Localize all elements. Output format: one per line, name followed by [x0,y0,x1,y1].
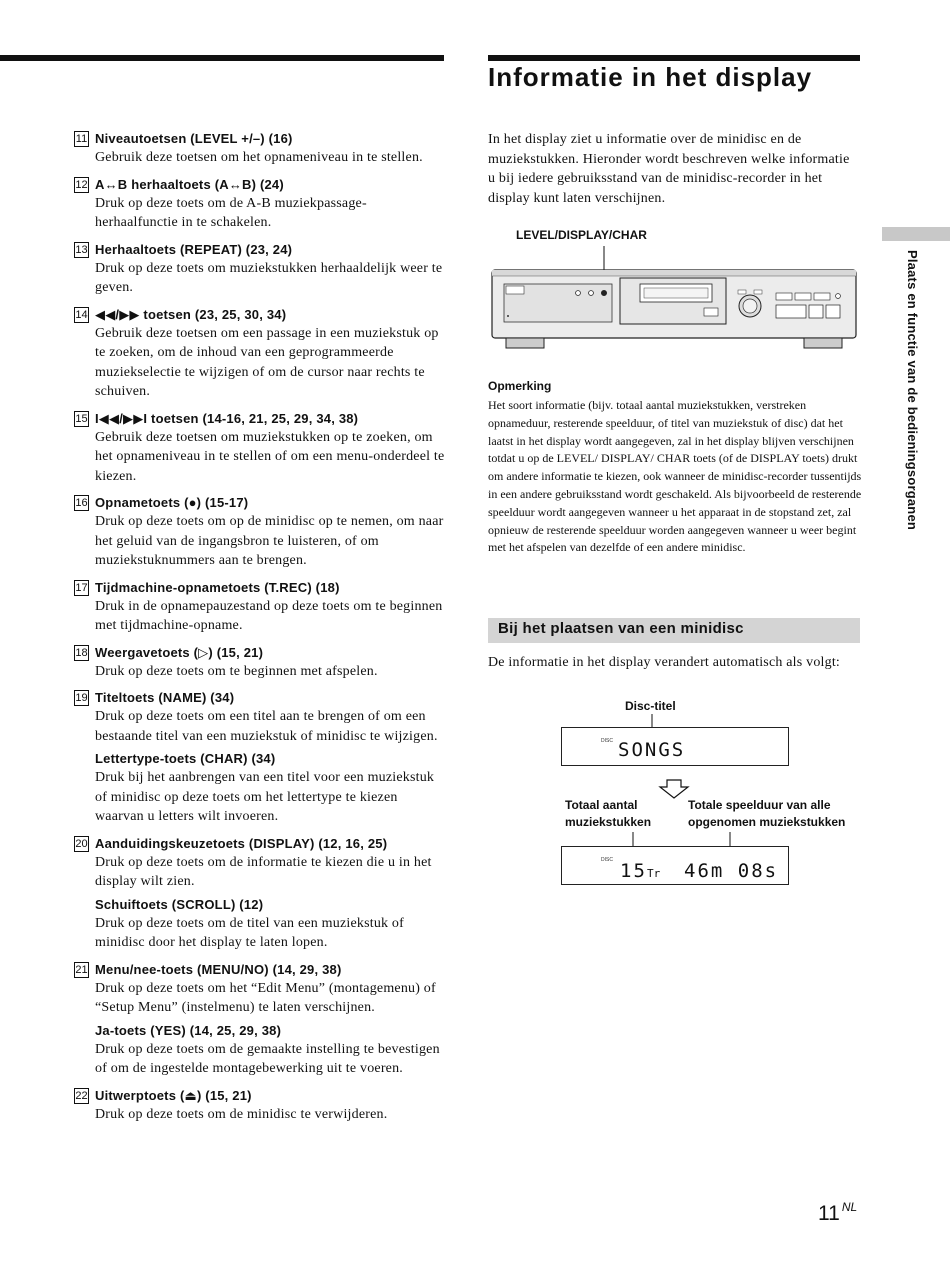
item-title: Opnametoets (●) (15-17) [95,495,249,510]
total-time-caption-line-1: Totale speelduur van alle [688,798,831,812]
item-number: 14 [75,308,88,321]
item-title: Aanduidingskeuzetoets (DISPLAY) (12, 16, 25) [95,835,388,851]
list-item [74,176,446,233]
note-title: Opmerking [488,379,552,393]
button-list [74,130,446,1132]
item-number: 16 [75,497,88,509]
item-description: Druk in de opnamepauzestand op deze toets om te beginnen met tijdmachine-opname. [95,598,443,633]
list-item [74,241,446,298]
item-number: 18 [75,646,88,659]
list-item [74,835,446,953]
lcd-total-time: 46m 08s [684,860,779,882]
item-number: 17 [75,581,88,594]
total-time-caption-line-2: opgenomen muziekstukken [688,815,846,829]
deck-foot-right [804,338,842,348]
item-title: Herhaaltoets (REPEAT) (23, 24) [95,241,293,257]
lcd-track-count: 15 [620,860,647,882]
section-title: Informatie in het display [488,62,813,92]
list-item [74,1087,446,1125]
list-item [74,579,446,636]
list-item [74,689,446,827]
item-title: Menu/nee-toets (MENU/NO) (14, 29, 38) [95,961,342,977]
item-number: 13 [75,243,88,256]
item-description: Druk op deze toets om muziekstukken herhaaldelijk weer te geven. [95,260,443,295]
top-rule-left [0,55,444,61]
item-subtitle: Ja-toets (YES) (14, 25, 29, 38) [95,1022,282,1038]
top-rule-right [488,55,860,61]
item-title: Niveautoetsen (LEVEL +/–) (16) [95,131,293,146]
item-number: 21 [75,963,88,976]
item-description: Druk op deze toets om de minidisc te verwijderen. [95,1106,388,1122]
list-item [74,494,446,571]
item-title: I◀◀/▶▶I toetsen (14-16, 21, 25, 29, 34, 38) [95,410,359,426]
item-title: ◀◀/▶▶ toetsen (23, 25, 30, 34) [95,306,287,322]
item-number: 11 [75,133,88,145]
list-item [74,644,446,682]
intro-paragraph: In het display ziet u informatie over de minidisc en de muziekstukken. Hieronder wordt beschreven welke informatie u bij iedere gebruiksstand van de minidisc-recorder in het display kunt laten verschijnen. [488,132,850,206]
side-tab-label: Plaats en functie van de bedieningsorganen [905,250,920,531]
item-number: 15 [75,412,88,425]
item-description: Gebruik deze toetsen om het opnameniveau in te stellen. [95,150,423,165]
item-sub-description: Druk bij het aanbrengen van een titel voor een muziekstuk of minidisc op deze toets om het lettertype te kiezen waarvan u letters wilt invoeren. [95,770,435,824]
item-title: Tijdmachine-opnametoets (T.REC) (18) [95,579,340,595]
total-tracks-caption-line-1: Totaal aantal [565,798,638,812]
down-arrow-icon [660,780,688,798]
list-item [74,306,446,402]
lcd-track-unit: Tr [647,867,661,880]
lcd-title-text: SONGS [618,739,686,761]
page-number [818,1200,857,1226]
item-description: Druk op deze toets om het “Edit Menu” (montagemenu) of “Setup Menu” (instelmenu) te laten verschijnen. [95,980,436,1015]
device-callout-label: LEVEL/DISPLAY/CHAR [516,228,647,242]
page-language-suffix: NL [841,1200,858,1214]
item-number: 19 [75,692,88,704]
item-description: Druk op deze toets om een titel aan te brengen of om een bestaande titel van een muziekstuk of minidisc te wijzigen. [95,709,438,744]
list-item [74,961,446,1079]
item-description: Druk op deze toets om op de minidisc op te nemen, om naar het geluid van de ingangsbron te luisteren, of om muziekstuknummers aan te brengen. [95,514,444,568]
item-subtitle: Lettertype-toets (CHAR) (34) [95,751,276,766]
list-item [74,410,446,487]
level-display-char-button [601,290,606,295]
item-description: Gebruik deze toetsen om muziekstukken op te zoeken, om het opnameniveau in te stellen of om een menu-onderdeel te kiezen. [95,429,445,484]
minidisc-deck-illustration [488,240,860,355]
subsection-title: Bij het plaatsen van een minidisc [498,620,744,637]
deck-foot-left [506,338,544,348]
item-number: 12 [75,178,88,191]
item-title: Uitwerptoets (⏏) (15, 21) [95,1087,252,1103]
play-button [776,305,806,318]
disc-title-caption: Disc-titel [625,699,676,713]
total-tracks-caption-line-2: muziekstukken [565,815,652,829]
list-item [74,130,446,168]
disc-indicator: DISC [601,738,613,744]
insert-description: De informatie in het display verandert automatisch als volgt: [488,655,840,670]
page-number-value: 11 [818,1202,840,1225]
disc-indicator: DISC [601,857,613,863]
side-tab-marker [882,227,950,241]
item-subtitle: Schuiftoets (SCROLL) (12) [95,896,264,912]
item-number: 22 [75,1089,88,1102]
item-sub-description: Druk op deze toets om de titel van een muziekstuk of minidisc door het display te laten lopen. [95,915,404,950]
item-sub-description: Druk op deze toets om de gemaakte instelling te bevestigen of om de ingestelde montagebewerking uit te voeren. [95,1041,440,1076]
eject-button [704,308,718,316]
item-title: Titeltoets (NAME) (34) [95,690,235,705]
item-title: A↔B herhaaltoets (A↔B) (24) [95,176,284,192]
item-description: Gebruik deze toetsen om een passage in een muziekstuk op te zoeken, om de inhoud van een geprogrammeerde muziekselectie te wijzigen of om de cursor naar rechts te schuiven. [95,325,439,399]
item-description: Druk op deze toets om de informatie te kiezen die u in het display wilt zien. [95,854,432,889]
item-title: Weergavetoets (▷) (15, 21) [95,644,264,660]
item-number: 20 [75,837,88,850]
item-description: Druk op deze toets om te beginnen met afspelen. [95,663,378,679]
item-description: Druk op deze toets om de A-B muziekpassage-herhaalfunctie in te schakelen. [95,195,367,230]
note-text: Het soort informatie (bijv. totaal aantal muziekstukken, verstreken opnameduur, resterende speelduur, of titel van muziekstuk of disc) dat het laatst in het display wordt aangegeven, zal in het display blijven verschijnen totdat u op de LEVEL/ DISPLAY/ CHAR toets (of de DISPLAY toets) drukt om andere informatie te kiezen, ook wanneer de minidisc-recorder tussentijds in een andere gebruiksstand wordt geschakeld. Als bijvoorbeeld de resterende speelduur wordt aangegeven wanneer u het apparaat in de stopstand zet, zal opnieuw de resterende speelduur worden aangegeven wanneer u weer begint met het afspelen van dezelfde of een andere minidisc. [488,398,862,555]
power-button [506,286,524,294]
